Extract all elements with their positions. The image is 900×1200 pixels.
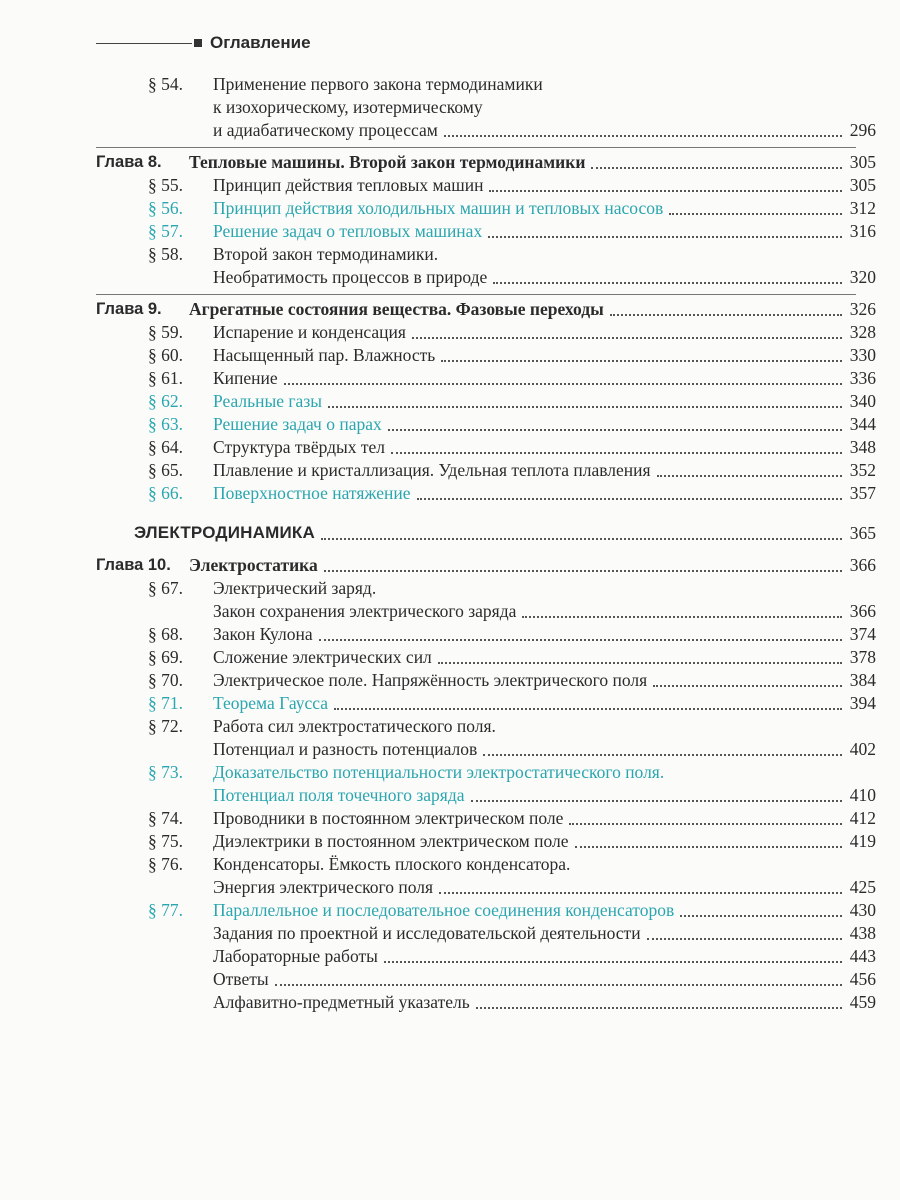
paragraph-number: § 55. [148,175,183,195]
toc-entry-title: Агрегатные состояния вещества. Фазовые переходы [189,299,604,319]
toc-row[interactable] [0,967,900,991]
dot-leader [275,984,842,986]
page-number: 305 [849,152,876,172]
toc-row[interactable] [0,242,900,266]
dot-leader [324,570,842,572]
paragraph-number: § 62. [148,391,183,411]
toc-entry-title: Принцип действия холодильных машин и тепловых насосов [213,198,664,218]
toc-entry-title: Энергия электрического поля [213,877,434,897]
toc-row[interactable] [0,320,900,344]
paragraph-number: § 56. [148,198,183,218]
toc-chapter-row[interactable] [0,150,900,174]
toc-row[interactable] [0,806,900,830]
dot-leader [438,662,842,664]
page-number: 330 [849,345,876,365]
paragraph-number: § 74. [148,808,183,828]
toc-entry-title: Решение задач о парах [213,414,382,434]
toc-entry-title: Применение первого закона термодинамики [213,74,543,94]
toc-row[interactable] [0,599,900,623]
paragraph-number: § 71. [148,693,183,713]
dot-leader [488,236,842,238]
toc-entry-title: Теорема Гаусса [213,693,328,713]
paragraph-number: § 70. [148,670,183,690]
toc-row[interactable] [0,783,900,807]
toc-row[interactable] [0,576,900,600]
paragraph-number: § 60. [148,345,183,365]
toc-row[interactable] [0,72,900,96]
toc-entry-title: Второй закон термодинамики. [213,244,439,264]
page-number: 357 [849,483,876,503]
dot-leader [569,823,842,825]
page-number: 352 [849,460,876,480]
toc-row[interactable] [0,737,900,761]
dot-leader [384,961,842,963]
page-number: 340 [849,391,876,411]
toc-row[interactable] [0,95,900,119]
page-number: 412 [849,808,876,828]
paragraph-number: § 61. [148,368,183,388]
toc-row[interactable] [0,852,900,876]
toc-entry-title: Кипение [213,368,278,388]
page-number: 425 [849,877,876,897]
dot-leader [412,337,842,339]
chapter-number: Глава 8. [96,153,162,171]
chapter-number: Глава 10. [96,556,171,574]
paragraph-number: § 63. [148,414,183,434]
toc-entry-title: Насыщенный пар. Влажность [213,345,436,365]
dot-leader [417,498,842,500]
dot-leader [610,314,842,316]
dot-leader [657,475,842,477]
paragraph-number: § 72. [148,716,183,736]
page-number: 430 [849,900,876,920]
dot-leader [334,708,842,710]
toc-entry-title: Потенциал и разность потенциалов [213,739,478,759]
dot-leader [284,383,842,385]
toc-entry-title: Сложение электрических сил [213,647,432,667]
toc-entry-title: Диэлектрики в постоянном электрическом поле [213,831,569,851]
dot-leader [321,538,842,540]
toc-entry-title: и адиабатическому процессам [213,120,438,140]
toc-row[interactable] [0,990,900,1014]
toc-row[interactable] [0,366,900,390]
toc-row[interactable] [0,622,900,646]
toc-entry-title: Тепловые машины. Второй закон термодинамики [189,152,586,172]
page-number: 366 [849,601,876,621]
page-number: 410 [849,785,876,805]
page-number: 366 [849,555,876,575]
toc-row[interactable] [0,458,900,482]
toc-row[interactable] [0,481,900,505]
dot-leader [489,190,842,192]
toc-entry-title: Работа сил электростатического поля. [213,716,496,736]
paragraph-number: § 64. [148,437,183,457]
chapter-separator [96,147,856,148]
toc-entry-title: Принцип действия тепловых машин [213,175,484,195]
toc-row[interactable] [0,173,900,197]
toc-entry-title: Задания по проектной и исследовательской деятельности [213,923,641,943]
page-number: 456 [849,969,876,989]
toc-entry-title: Лабораторные работы [213,946,378,966]
page-number: 336 [849,368,876,388]
dot-leader [647,938,842,940]
paragraph-number: § 58. [148,244,183,264]
page-number: 312 [849,198,876,218]
page-number: 438 [849,923,876,943]
page-number: 305 [849,175,876,195]
toc-row[interactable] [0,435,900,459]
toc-entry-title: Электрическое поле. Напряжённость электрического поля [213,670,648,690]
page-number: 296 [849,120,876,140]
toc-row[interactable] [0,196,900,220]
page-number: 378 [849,647,876,667]
toc-row[interactable] [0,668,900,692]
page-number: 443 [849,946,876,966]
dot-leader [483,754,842,756]
toc-entry-title: Ответы [213,969,269,989]
dot-leader [522,616,842,618]
toc-entry-title: Структура твёрдых тел [213,437,386,457]
chapter-separator [96,294,856,295]
toc-row[interactable] [0,343,900,367]
toc-chapter-row[interactable] [0,297,900,321]
dot-leader [391,452,842,454]
dot-leader [441,360,842,362]
dot-leader [319,639,842,641]
page-number: 374 [849,624,876,644]
toc-row[interactable] [0,829,900,853]
toc-entry-title: Испарение и конденсация [213,322,406,342]
page-number: 316 [849,221,876,241]
dot-leader [653,685,842,687]
toc-entry-title: Реальные газы [213,391,322,411]
paragraph-number: § 68. [148,624,183,644]
toc-row[interactable] [0,714,900,738]
paragraph-number: § 66. [148,483,183,503]
paragraph-number: § 77. [148,900,183,920]
page-number: 326 [849,299,876,319]
toc-entry-title: Конденсаторы. Ёмкость плоского конденсатора. [213,854,571,874]
toc-entry-title: Доказательство потенциальности электростатического поля. [213,762,665,782]
page-number: 419 [849,831,876,851]
paragraph-number: § 76. [148,854,183,874]
toc-row[interactable] [0,118,900,142]
dot-leader [680,915,842,917]
toc-row[interactable] [0,219,900,243]
toc-entry-title: Закон сохранения электрического заряда [213,601,517,621]
toc-section-row[interactable] [0,521,900,545]
toc-row[interactable] [0,412,900,436]
toc-row[interactable] [0,389,900,413]
toc-entry-title: Потенциал поля точечного заряда [213,785,465,805]
toc-row[interactable] [0,898,900,922]
dot-leader [476,1007,842,1009]
toc-row[interactable] [0,921,900,945]
paragraph-number: § 54. [148,74,183,94]
dot-leader [471,800,842,802]
page-number: 328 [849,322,876,342]
dot-leader [444,135,842,137]
toc-row[interactable] [0,875,900,899]
paragraph-number: § 67. [148,578,183,598]
page-number: 459 [849,992,876,1012]
page-number: 394 [849,693,876,713]
toc-entry-title: Закон Кулона [213,624,313,644]
toc-entry-title: к изохорическому, изотермическому [213,97,483,117]
page-number: 348 [849,437,876,457]
toc-row[interactable] [0,691,900,715]
toc-row[interactable] [0,944,900,968]
toc-chapter-row[interactable] [0,553,900,577]
page-number: 384 [849,670,876,690]
paragraph-number: § 65. [148,460,183,480]
dot-leader [388,429,842,431]
dot-leader [591,167,842,169]
toc-row[interactable] [0,760,900,784]
toc-entry-title: Алфавитно-предметный указатель [213,992,470,1012]
toc-entry-title: Параллельное и последовательное соединения конденсаторов [213,900,675,920]
toc-row[interactable] [0,265,900,289]
toc-entry-title: Необратимость процессов в природе [213,267,488,287]
page-number: 365 [849,523,876,543]
page-number: 344 [849,414,876,434]
dot-leader [439,892,842,894]
toc-entry-title: Электрический заряд. [213,578,377,598]
dot-leader [328,406,842,408]
toc-entry-title: Поверхностное натяжение [213,483,411,503]
paragraph-number: § 57. [148,221,183,241]
dot-leader [669,213,842,215]
toc-row[interactable] [0,645,900,669]
toc-entry-title: Электростатика [189,555,318,575]
page-number: 402 [849,739,876,759]
toc-entry-title: Плавление и кристаллизация. Удельная теплота плавления [213,460,651,480]
page-title: Оглавление [210,33,311,52]
dot-leader [493,282,842,284]
paragraph-number: § 69. [148,647,183,667]
toc-entry-title: ЭЛЕКТРОДИНАМИКА [134,523,315,542]
toc-entry-title: Решение задач о тепловых машинах [213,221,483,241]
paragraph-number: § 59. [148,322,183,342]
page-number: 320 [849,267,876,287]
toc-entry-title: Проводники в постоянном электрическом поле [213,808,564,828]
chapter-number: Глава 9. [96,300,162,318]
paragraph-number: § 75. [148,831,183,851]
dot-leader [575,846,842,848]
paragraph-number: § 73. [148,762,183,782]
